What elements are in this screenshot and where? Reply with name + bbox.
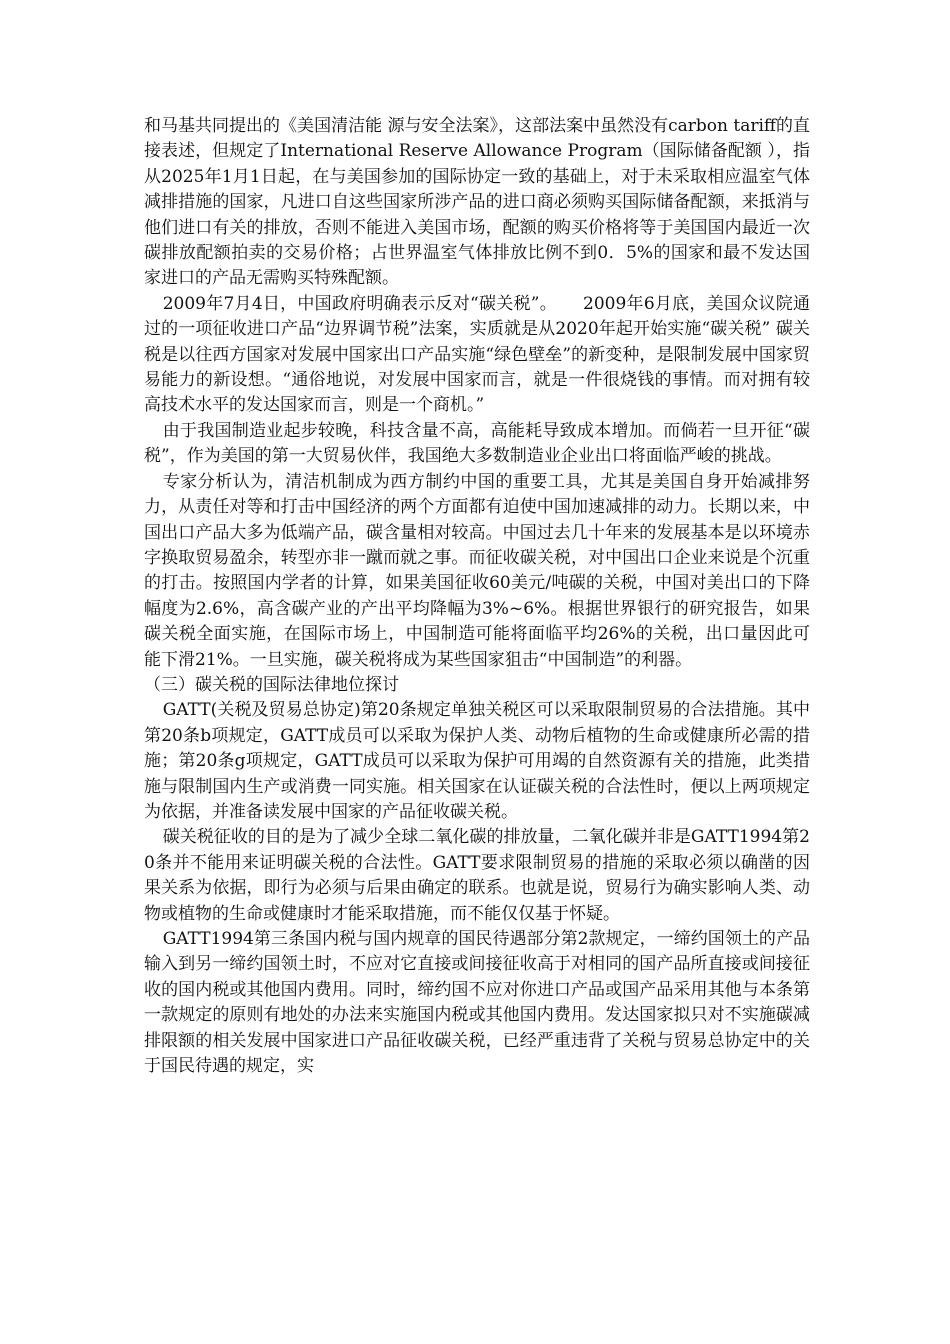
paragraph-5: GATT(关税及贸易总协定)第20条规定单独关税区可以采取限制贸易的合法措施。其中第20条b项规定，GATT成员可以采取为保护人类、动物后植物的生命或健康所必需的措施；第20条g项规定，GATT成员可以采取为保护可用竭的自然资源有关的措施，此类措施与限制国内生产或消费一同实施。相关国家在认证碳关税的合法性时，便以上两项规定为依据，并准备读发展中国家的产品征收碳关税。 (144, 700, 810, 822)
paragraph-7: GATT1994第三条国内税与国内规章的国民待遇部分第2款规定，一缔约国领土的产品输入到另一缔约国领土时，不应对它直接或间接征收高于对相同的国产品所直接或间接征收的国内税或其他国内费用。同时，缔约国不应对你进口产品或国产品采用其他与本条第一款规定的原则有地处的办法来实施国内税或其他国内费用。发达国家拟只对不实施碳减排限额的相关发展中国家进口产品征收碳关税，已经严重违背了关税与贸易总协定中的关于国民待遇的规定，实 (144, 929, 810, 1077)
paragraph-1: 和马基共同提出的《美国清洁能 源与安全法案》，这部法案中虽然没有carbon tariff的直接表述，但规定了International Reserve Allowance Program（国际储备配额 ），指从2025年1月1日起，在与美国参加的国际协定一致的基础上，对于未采取相应温室气体减排措施的国家，凡进口自这些国家所涉产品的进口商必须购买国际储备配额，来抵消与他们进口有关的排放，否则不能进入美国市场，配额的购买价格将等于美国国内最近一次碳排放配额拍卖的交易价格；占世界温室气体排放比例不到0．5%的国家和最不发达国家进口的产品无需购买特殊配额。 (144, 116, 810, 289)
section-heading: （三）碳关税的国际法律地位探讨 (144, 674, 399, 695)
paragraph-4: 专家分析认为，清洁机制成为西方制约中国的重要工具，尤其是美国自身开始减排努力，从责任对等和打击中国经济的两个方面都有迫使中国加速减排的动力。长期以来，中国出口产品大多为低端产品，碳含量相对较高。中国过去几十年来的发展基本是以环境赤字换取贸易盈余，转型亦非一蹴而就之事。而征收碳关税，对中国出口企业来说是个沉重的打击。按照国内学者的计算，如果美国征收60美元/吨碳的关税，中国对美出口的下降幅度为2.6%，高含碳产业的产出平均降幅为3%~6%。根据世界银行的研究报告，如果碳关税全面实施，在国际市场上，中国制造可能将面临平均26%的关税，出口量因此可能下滑21%。一旦实施，碳关税将成为某些国家狙击“中国制造”的利器。 (144, 471, 810, 670)
document-page (144, 114, 810, 1079)
paragraph-6: 碳关税征收的目的是为了减少全球二氧化碳的排放量，二氧化碳并非是GATT1994第20条并不能用来证明碳关税的合法性。GATT要求限制贸易的措施的采取必须以确凿的因果关系为依据，即行为必须与后果由确定的联系。也就是说，贸易行为确实影响人类、动物或植物的生命或健康时才能采取措施，而不能仅仅基于怀疑。 (144, 827, 810, 924)
paragraph-3: 由于我国制造业起步较晚，科技含量不高，高能耗导致成本增加。而倘若一旦开征“碳税”，作为美国的第一大贸易伙伴，我国绝大多数制造业企业出口将面临严峻的挑战。 (144, 420, 810, 467)
paragraph-2: 2009年7月4日，中国政府明确表示反对“碳关税”。 2009年6月底，美国众议院通过的一项征收进口产品“边界调节税”法案，实质就是从2020年起开始实施“碳关税” 碳关税是以往西方国家对发展中国家出口产品实施“绿色壁垒”的新变种，是限制发展中国家贸易能力的新设想。“通俗地说，对发展中国家而言，就是一件很烧钱的事情。而对拥有较高技术水平的发达国家而言，则是一个商机。” (144, 293, 810, 416)
